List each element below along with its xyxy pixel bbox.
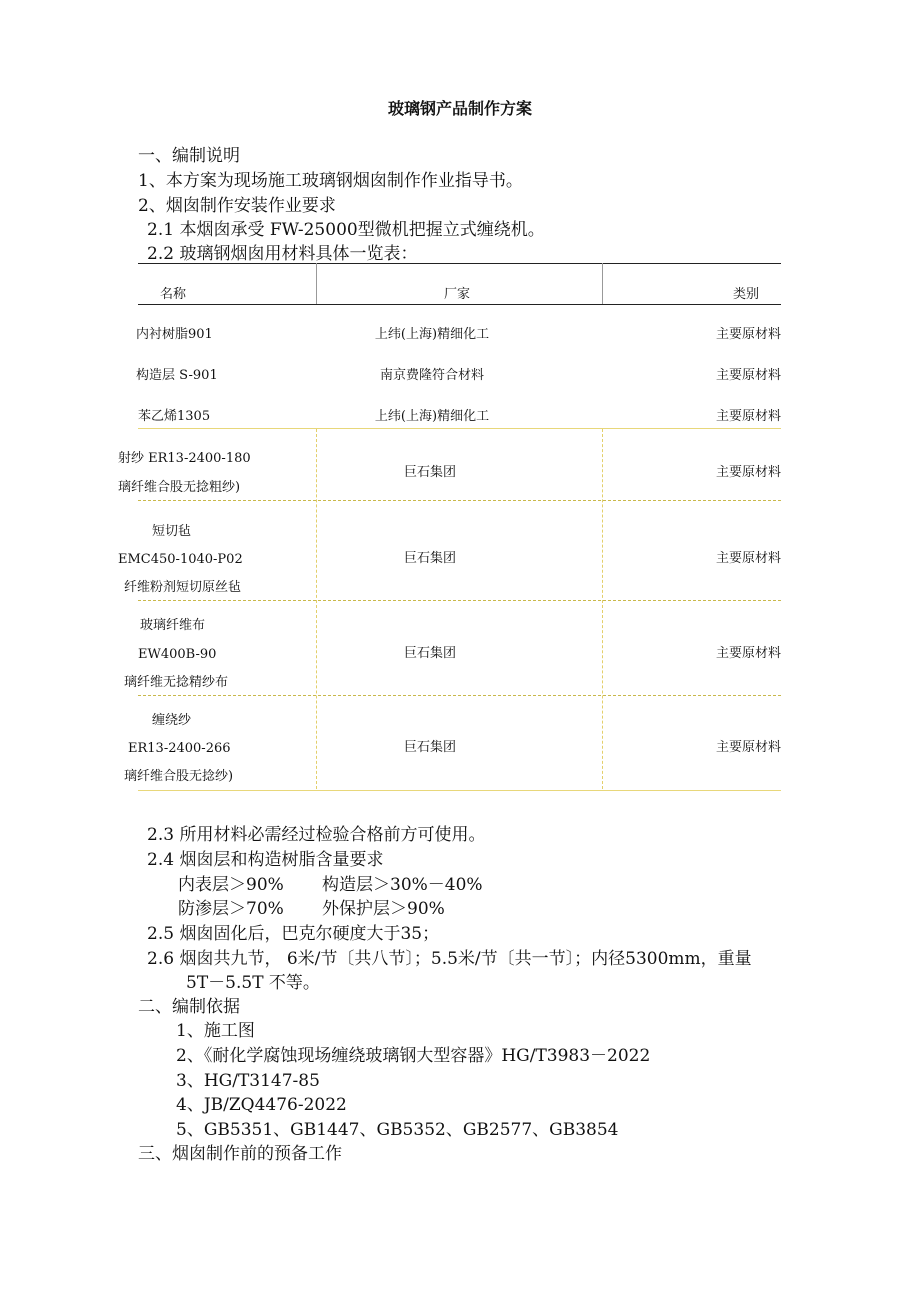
column-divider	[602, 429, 603, 789]
cell-vendor: 上纬(上海)精细化工	[374, 327, 490, 342]
row-border	[138, 600, 781, 601]
cell-category: 主要原材料	[715, 465, 781, 480]
header-underline	[138, 304, 781, 305]
cell-name: 射纱 ER13-2400-180	[118, 451, 251, 466]
paragraph-2-5: 2.5 烟囱固化后，巴克尔硬度大于35；	[147, 924, 440, 944]
cell-name: 短切毡	[152, 524, 192, 539]
basis-item-1: 1、施工图	[176, 1021, 255, 1041]
header-divider	[602, 263, 603, 305]
header-name: 名称	[160, 287, 187, 302]
resin-inner-layer: 内表层＞90%	[178, 875, 284, 895]
paragraph-2-4: 2.4 烟囱层和构造树脂含量要求	[147, 850, 384, 870]
cell-name: 内衬树脂901	[136, 327, 213, 342]
cell-name: 构造层 S-901	[136, 368, 218, 383]
cell-name: ER13-2400-266	[128, 741, 231, 756]
cell-vendor: 巨石集团	[404, 465, 457, 480]
resin-structural-layer: 构造层＞30%－40%	[322, 875, 483, 895]
cell-name: 璃纤维合股无捻纱)	[124, 769, 234, 784]
paragraph-2-6: 2.6 烟囱共九节， 6米/节〔共八节〕；5.5米/节〔共一节〕；内径5300mm，重量	[147, 949, 752, 969]
paragraph-1-2: 2、烟囱制作安装作业要求	[138, 196, 336, 216]
section-heading-1: 一、编制说明	[138, 146, 240, 166]
cell-category: 主要原材料	[715, 551, 781, 566]
cell-category: 主要原材料	[715, 646, 781, 661]
basis-item-5: 5、GB5351、GB1447、GB5352、GB2577、GB3854	[176, 1120, 619, 1140]
table-top-border	[138, 263, 781, 264]
cell-vendor: 巨石集团	[404, 740, 457, 755]
cell-name: 纤维粉剂短切原丝毡	[124, 580, 242, 595]
section-heading-2: 二、编制依据	[138, 997, 240, 1017]
page-title: 玻璃钢产品制作方案	[387, 99, 532, 118]
cell-vendor: 南京费隆符合材料	[379, 368, 484, 383]
cell-category: 主要原材料	[715, 409, 781, 424]
cell-vendor: 上纬(上海)精细化工	[374, 409, 490, 424]
cell-name: 玻璃纤维布	[140, 618, 206, 633]
cell-name: EW400B-90	[138, 647, 217, 662]
cell-name: 璃纤维无捻精纱布	[124, 675, 229, 690]
basis-item-4: 4、JB/ZQ4476-2022	[176, 1095, 347, 1115]
cell-category: 主要原材料	[715, 368, 781, 383]
paragraph-2-2: 2.2 玻璃钢烟囱用材料具体一览表：	[147, 244, 418, 264]
section-heading-3: 三、烟囱制作前的预备工作	[138, 1144, 342, 1164]
paragraph-2-3: 2.3 所用材料必需经过检验合格前方可使用。	[147, 825, 486, 845]
cell-category: 主要原材料	[715, 327, 781, 342]
paragraph-1-1: 1、本方案为现场施工玻璃钢烟囱制作作业指导书。	[138, 171, 523, 191]
header-vendor: 厂家	[444, 287, 471, 302]
paragraph-2-1: 2.1 本烟囱承受 FW-25000型微机把握立式缠绕机。	[147, 220, 545, 240]
column-divider	[316, 429, 317, 789]
cell-name: 苯乙烯1305	[138, 409, 211, 424]
cell-vendor: 巨石集团	[404, 551, 457, 566]
paragraph-2-6-cont: 5T－5.5T 不等。	[186, 973, 320, 993]
cell-name: EMC450-1040-P02	[118, 552, 243, 567]
row-border	[138, 500, 781, 501]
table-bottom-border	[138, 790, 781, 791]
basis-item-2: 2、《耐化学腐蚀现场缠绕玻璃钢大型容器》HG/T3983－2022	[176, 1046, 651, 1066]
row-border	[138, 428, 781, 429]
resin-outer-layer: 外保护层＞90%	[322, 899, 445, 919]
cell-category: 主要原材料	[715, 740, 781, 755]
row-border	[138, 695, 781, 696]
header-category: 类别	[733, 287, 760, 302]
cell-name: 璃纤维合股无捻粗纱)	[118, 480, 241, 495]
basis-item-3: 3、HG/T3147-85	[176, 1071, 320, 1091]
resin-barrier-layer: 防渗层＞70%	[178, 899, 284, 919]
cell-name: 缠绕纱	[152, 713, 192, 728]
cell-vendor: 巨石集团	[404, 646, 457, 661]
header-divider	[316, 263, 317, 305]
